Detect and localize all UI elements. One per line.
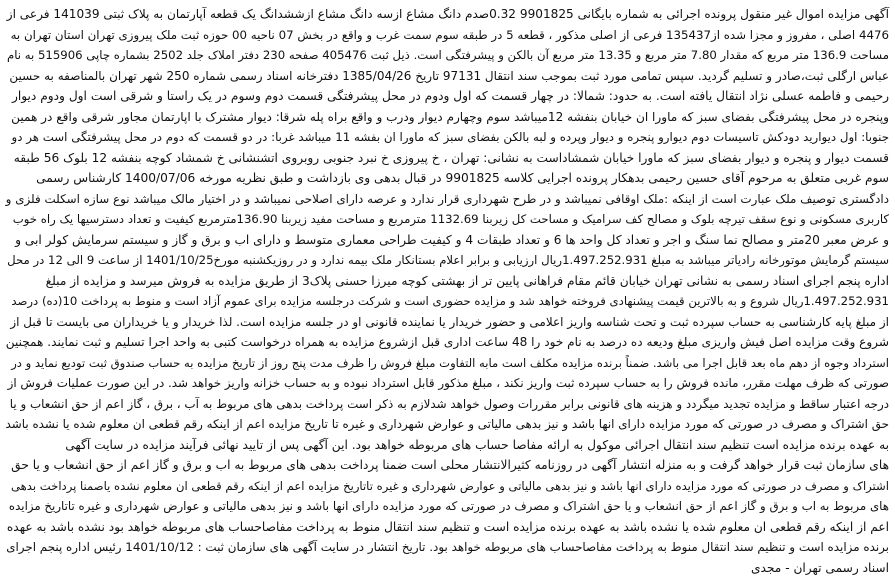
notice-line-3: مساحت 136.9 متر مربع که مقدار 7.80 متر مربع و 13.35 متر مربع آن بالکن و پیشرفتگی است. ذیل ثبت 405476 صفحه 230 دفتر املاک جلد 2502 بشماره چاپی 515906 به نام	[6, 45, 889, 66]
notice-line-6: وپنجره در محل پیشرفتگی بفضای سبز که ماورا ان خیابان بنفشه 12میباشد سوم وچهارم دیوار ودرب و واقع براه پله شرقا: دیوار مشترک با اپارتمان مجاور شرقی واقع در همین	[6, 107, 889, 128]
notice-line-5: رحیمی و فاطمه عسلی نژاد انتقال یافته است. به حدود: شمالا: در چهار قسمت که اول ودوم در محل پیشرفتگی قسمت دوم وسوم در یک راستا و شرقی است اول ودوم دیوار	[6, 86, 889, 107]
auction-notice-text	[6, 4, 889, 567]
notice-line-1: آگهی مزایده اموال غیر منقول پرونده اجرائی به شماره بایگانی 9901825 0.32صدم دانگ مشاع ازسه دانگ مشاع ازششدانگ یک قطعه آپارتمان به پلاک ثبتی 141039 فرعی از	[6, 4, 889, 25]
notice-line-15: 1.497.252.931ریال شروع و به بالاترین قیمت پیشنهادی فروخته خواهد شد و مزایده حضوری است و شرکت درجلسه مزایده برای عموم آزاد است و منوط به پرداخت 10(ده) درصد	[6, 291, 889, 312]
notice-line-11: کاربری مسکونی و نوع سقف تیرچه بلوک و مصالح کف سرامیک و مساحت کل زیربنا 1132.69 مترمربع و مساحت مفید زیربنا 136.90مترمربع کیفیت و تعداد دسترسیها یک راه خوب	[6, 209, 889, 230]
notice-line-28: اسناد رسمی تهران - مجدی	[6, 558, 889, 578]
notice-line-4: عباس ارگلی ثبت،صادر و تسلیم گردید. سپس تمامی مورد ثبت بموجب سند انتقال 97131 تاریخ 1385/04/26 دفترخانه اسناد رسمی شماره 250 شهر تهران بالمناصفه به حسین	[6, 66, 889, 87]
notice-line-22: به عهده برنده مزایده است تنظیم سند انتقال اجرائی موکول به ارائه مفاصا حساب های مربوطه خواهد بود. این آگهی پس از تایید نهائی فرآیند مزایده در سایت آگهی	[6, 435, 889, 456]
notice-line-26: اعم از اینکه رقم قطعی ان معلوم شده یا نشده باشد به عهده برنده مزایده است و تنظیم سند انتقال منوط به پرداخت مفاصاحساب های مربوطه خواهد بود نشده باشد به عهده	[6, 517, 889, 538]
notice-line-7: جنوبا: اول دیوارید دودکش تاسیسات دوم دیوارو پنجره و دیوار وپرده و لبه بالکن بفضای سبز که ماورا ان بفشه 11 میباشد غربا: در دو قسمت که دوم در محل پیشرفتگی است هر دو	[6, 127, 889, 148]
notice-line-16: از مبلغ پایه کارشناسی به حساب سپرده ثبت و تحت شناسه واریز اعلامی و حضور خریدار یا نماینده قانونی او در جلسه مزایده است. لذا خریدار و یا خریداران می بایست تا قبل از	[6, 312, 889, 333]
notice-line-9: سوم غربی متعلق به مرحوم آقای حسین رحیمی بدهکار پرونده اجرایی کلاسه 9901825 در قبال بدهی وی بازداشت و طبق نظریه مورخه 1400/07/06 کارشناس رسمی	[6, 168, 889, 189]
notice-line-24: اشتراک و مصرف در صورتی که مورد مزایده دارای انها باشد و نیز بدهی مالیاتی و عوارض شهرداری و غیره تاتاریخ مزایده اعم از اینکه رقم قطعی ان معلوم نشده یاصمنا پرداخت بدهی	[6, 476, 889, 497]
notice-line-17: شروع وقت مزایده اصل فیش واریزی مبلغ ودیعه ده درصد به نام خود را 48 ساعت اداری قبل ازشروع مزایده به همراه درخواست کتبی به واحد اجرا تسلیم و ثبت نمایند. همچنین	[6, 332, 889, 353]
notice-line-14: اداره پنجم اجرای اسناد رسمی به نشانی تهران خیابان قائم مقام فراهانی پایین تر از بهشتی کوچه میرزا حسنی پلاک3 از طریق مزایده به فروش میرسد و مزایده از مبلغ	[6, 271, 889, 292]
notice-line-8: قسمت دیوار و پنجره و دیوار بفضای سبز که ماورا خیابان شمشاداست به نشانی: تهران ، خ پیروزی خ نبرد جنوبی روبروی اتشنشانی خ شمشاد کوچه بنفشه 12 بلوک 56 طبقه	[6, 148, 889, 169]
notice-line-19: صورتی که ظرف مهلت مقرر، مانده فروش را به حساب سپرده ثبت واریز نکند ، مبلغ مذکور قابل استرداد نبوده و به حساب خزانه واریز خواهد شد. در این صورت عملیات فروش از	[6, 373, 889, 394]
notice-line-25: های مربوط به اب و برق و گاز اعم از حق انشعاب و یا حق اشتراک و مصرف در صورتی که مورد مزایده دارای انها باشد و نیز بدهی مالیاتی و عوارض شهرداری و غیره تاتاریخ مزایده	[6, 496, 889, 517]
notice-line-2: 4476 اصلی ، مفروز و مجزا شده از135437 فرعی از اصلی مذکور ، قطعه 5 در طبقه سوم سمت غرب و واقع در بخش 07 ناحیه 00 حوزه ثبت ملک پیروزی تهران استان تهران به	[6, 25, 889, 46]
notice-line-18: استرداد وجوه از دهم ماه بعد قابل اجرا می باشد. ضمناً برنده مزایده مکلف است مابه التفاوت مبلغ فروش را ظرف مدت پنج روز از تاریخ مزایده به حساب صندوق ثبت تودیع نماید و در	[6, 353, 889, 374]
notice-line-13: سیستم گرمایش موتورخانه رادیاتر میباشد به مبلغ 1.497.252.931ریال ارزیابی و برابر اعلام بستانکار ملک بیمه ندارد و در روزیکشنبه مورخ1401/10/25 از ساعت 9 الی 12 در محل	[6, 250, 889, 271]
notice-line-23: های سازمان ثبت قرار خواهد گرفت و به منزله انتشار آگهی در روزنامه کثیرالانتشار محلی است ضمنا پرداخت بدهی های مربوط به اب و برق و گاز اعم از حق انشعاب و یا حق	[6, 455, 889, 476]
notice-line-27: برنده مزایده است و تنظیم سند انتقال منوط به پرداخت مفاصاحساب های مربوطه خواهد بود. تاریخ انتشار در سایت آگهی های سازمان ثبت : 1401/10/12 رئیس اداره پنجم اجرای	[6, 537, 889, 558]
notice-line-21: حق اشتراک و مصرف در صورتی که مورد مزایده دارای انها باشد و نیز بدهی مالیاتی و عوارض شهرداری و غیره تا تاریخ مزایده اعم از اینکه رقم قطعی ان معلوم شده یا نشده باشد	[6, 414, 889, 435]
notice-line-12: و عرض معبر 20متر و مصالح نما سنگ و اجر و تعداد کل واحد ها 6 و تعداد طبقات 4 و کیفیت طراحی معماری متوسط و دارای اب و برق و گاز و سیستم سرمایش کولر ابی و	[6, 230, 889, 251]
notice-line-10: دادگستری توصیف ملک عبارت است از اینکه :ملک اوقافی نمیباشد و در طرح شهرداری قرار ندارد و عرصه دارای اصلاحی نمیباشد و در اختیار مالک میباشد نوع سازه اسکلت فلزی و	[6, 189, 889, 210]
notice-line-20: درجه اعتبار ساقط و مزایده تجدید میگردد و هزینه های قانونی برابر مقررات وصول خواهد شدلازم به ذکر است پرداخت بدهی های مربوط به آب ، برق ، گاز اعم از حق انشعاب و یا	[6, 394, 889, 415]
